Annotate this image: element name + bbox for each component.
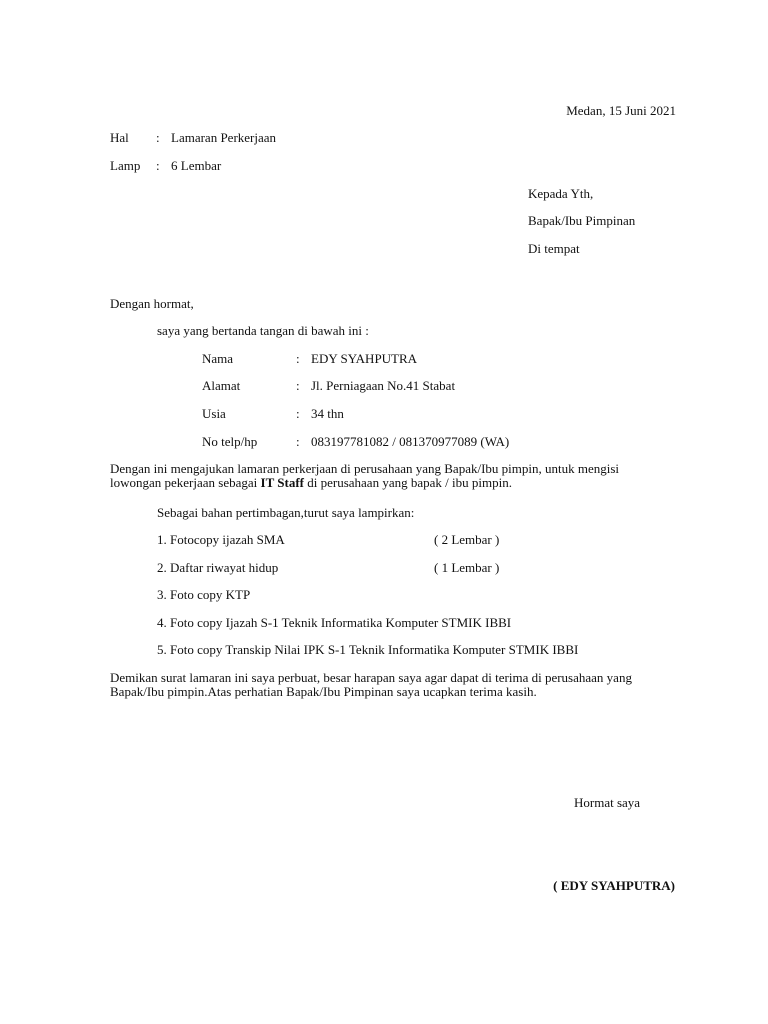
identity-label-usia: Usia — [202, 406, 226, 421]
application-text-before: Dengan ini mengajukan lamaran perkerjaan di perusahaan yang Bapak/Ibu pimpin, untuk mengisi lowongan pekerjaan sebagai — [110, 461, 620, 490]
identity-label-telp: No telp/hp — [202, 434, 258, 449]
identity-separator: : — [296, 378, 300, 393]
identity-separator: : — [296, 406, 300, 421]
identity-separator: : — [296, 434, 300, 449]
identity-value-usia: 34 thn — [311, 406, 344, 421]
attachment-item: 3. Foto copy KTP — [157, 587, 251, 602]
lamp-label: Lamp — [110, 158, 141, 173]
application-paragraph — [110, 462, 665, 490]
recipient-line-3: Di tempat — [528, 241, 580, 256]
recipient-line-2: Bapak/Ibu Pimpinan — [528, 213, 636, 228]
hal-label: Hal — [110, 130, 129, 145]
identity-value-alamat: Jl. Perniagaan No.41 Stabat — [311, 378, 456, 393]
attachment-item: 2. Daftar riwayat hidup — [157, 560, 279, 575]
lamp-value: 6 Lembar — [171, 158, 222, 173]
closing-paragraph: Demikan surat lamaran ini saya perbuat, besar harapan saya agar dapat di terima di perusahaan yang Bapak/Ibu pimpin.Atas perhatian Bapak/Ibu Pimpinan saya ucapkan terima kasih. — [110, 670, 632, 699]
lamp-separator: : — [156, 158, 160, 173]
attachments-intro: Sebagai bahan pertimbagan,turut saya lampirkan: — [157, 505, 415, 520]
signature-name: ( EDY SYAHPUTRA) — [553, 878, 675, 893]
place-date: Medan, 15 Juni 2021 — [566, 103, 676, 118]
hal-value: Lamaran Perkerjaan — [171, 130, 277, 145]
attachment-count: ( 2 Lembar ) — [434, 532, 500, 547]
identity-separator: : — [296, 351, 300, 366]
position-name: IT Staff — [260, 475, 304, 490]
intro-line: saya yang bertanda tangan di bawah ini : — [157, 323, 369, 338]
attachment-item: 4. Foto copy Ijazah S-1 Teknik Informatika Komputer STMIK IBBI — [157, 615, 512, 630]
identity-value-telp: 083197781082 / 081370977089 (WA) — [311, 434, 510, 449]
identity-label-alamat: Alamat — [202, 378, 241, 393]
attachment-item: 1. Fotocopy ijazah SMA — [157, 532, 285, 547]
recipient-line-1: Kepada Yth, — [528, 186, 594, 201]
greeting: Dengan hormat, — [110, 296, 194, 311]
hal-separator: : — [156, 130, 160, 145]
identity-label-nama: Nama — [202, 351, 234, 366]
identity-value-nama: EDY SYAHPUTRA — [311, 351, 418, 366]
attachment-count: ( 1 Lembar ) — [434, 560, 500, 575]
sign-off: Hormat saya — [574, 795, 641, 810]
application-text-after: di perusahaan yang bapak / ibu pimpin. — [304, 475, 512, 490]
attachment-item: 5. Foto copy Transkip Nilai IPK S-1 Teknik Informatika Komputer STMIK IBBI — [157, 642, 579, 657]
